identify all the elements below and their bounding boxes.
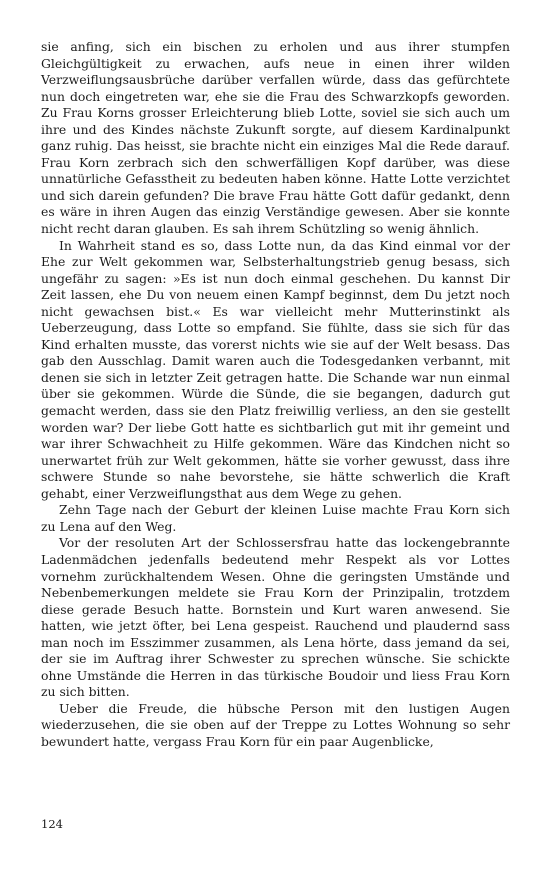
- paragraph-3: Zehn Tage nach der Geburt der kleinen Luise machte Frau Korn sich zu Lena auf den Weg.: [41, 502, 510, 534]
- paragraph-5: Ueber die Freude, die hübsche Person mit den lustigen Augen wiederzusehen, die sie oben auf der Treppe zu Lottes Wohnung so sehr bewundert hatte, vergass Frau Korn für ein paar Augenblicke,: [41, 700, 510, 749]
- paragraph-4: Vor der resoluten Art der Schlossersfrau hatte das lockengebrannte Ladenmädchen jedenfalls bedeutend mehr Respekt als vor Lottes vornehm zurückhaltendem Wesen. Ohne die geringsten Umstände und Nebenbemerkungen meldete sie Frau Korn der Prinzipalin, trotzdem diese gerade Besuch hatte. Bornstein und Kurt waren anwesend. Sie hatten, wie jetzt öfter, bei Lena gespeist. Rauchend und plaudernd sass man noch im Esszimmer zusammen, als Lena hörte, dass jemand da sei, der sie im Auftrag ihrer Schwester zu sprechen wünsche. Sie schickte ohne Umstände die Herren in das türkische Boudoir und liess Frau Korn zu sich bitten.: [41, 535, 510, 700]
- page-number: 124: [41, 817, 63, 831]
- paragraph-2: In Wahrheit stand es so, dass Lotte nun, da das Kind einmal vor der Ehe zur Welt gekommen war, Selbsterhaltungstrieb genug besass, sich ungefähr zu sagen: »Es ist nun doch einmal geschehen. Du kannst Dir Zeit lassen, ehe Du von neuem einen Kampf beginnst, dem Du jetzt noch nicht gewachsen bist.« Es war vielleicht mehr Mutterinstinkt als Ueberzeugung, dass Lotte so empfand. Sie fühlte, dass sie sich für das Kind erhalten musste, das vorerst nichts wie sie auf der Welt besass. Das gab den Ausschlag. Damit waren auch die Todesgedanken verbannt, mit denen sie sich in letzter Zeit getragen hatte. Die Schande war nun einmal über sie gekommen. Würde die Sünde, die sie begangen, dadurch gut gemacht werden, dass sie den Platz freiwillig verliess, an den sie gestellt worden war? Der liebe Gott hatte es sichtbarlich gut mit ihr gemeint und war ihrer Schwachheit zu Hilfe gekommen. Wäre das Kindchen nicht so unerwartet früh zur Welt gekommen, hätte sie vorher gewusst, dass ihre schwere Stunde so nahe bevorstehe, sie hätte schwerlich die Kraft gehabt, einer Verzweiflungsthat aus dem Wege zu gehen.: [41, 237, 510, 501]
- paragraph-1: sie anfing, sich ein bischen zu erholen und aus ihrer stumpfen Gleichgültigkeit zu erwachen, aufs neue in einen ihrer wilden Verzweiflungsausbrüche darüber verfallen würde, dass das gefürchtete nun doch eingetreten war, ehe sie die Frau des Schwarzkopfs geworden. Zu Frau Korns grosser Erleichterung blieb Lotte, soviel sie sich auch um ihre und des Kindes nächste Zukunft sorgte, auf diesem Kardinalpunkt ganz ruhig. Das heisst, sie brachte nicht ein einziges Mal die Rede darauf. Frau Korn zerbrach sich den schwerfälligen Kopf darüber, was diese unnatürliche Gefasstheit zu bedeuten haben könne. Hatte Lotte verzichtet und sich darein gefunden? Die brave Frau hätte Gott dafür gedankt, denn es wäre in ihren Augen das einzig Verständige gewesen. Aber sie konnte nicht recht daran glauben. Es sah ihrem Schützling so wenig ähnlich.: [41, 39, 510, 237]
- page-text-block: [41, 39, 510, 751]
